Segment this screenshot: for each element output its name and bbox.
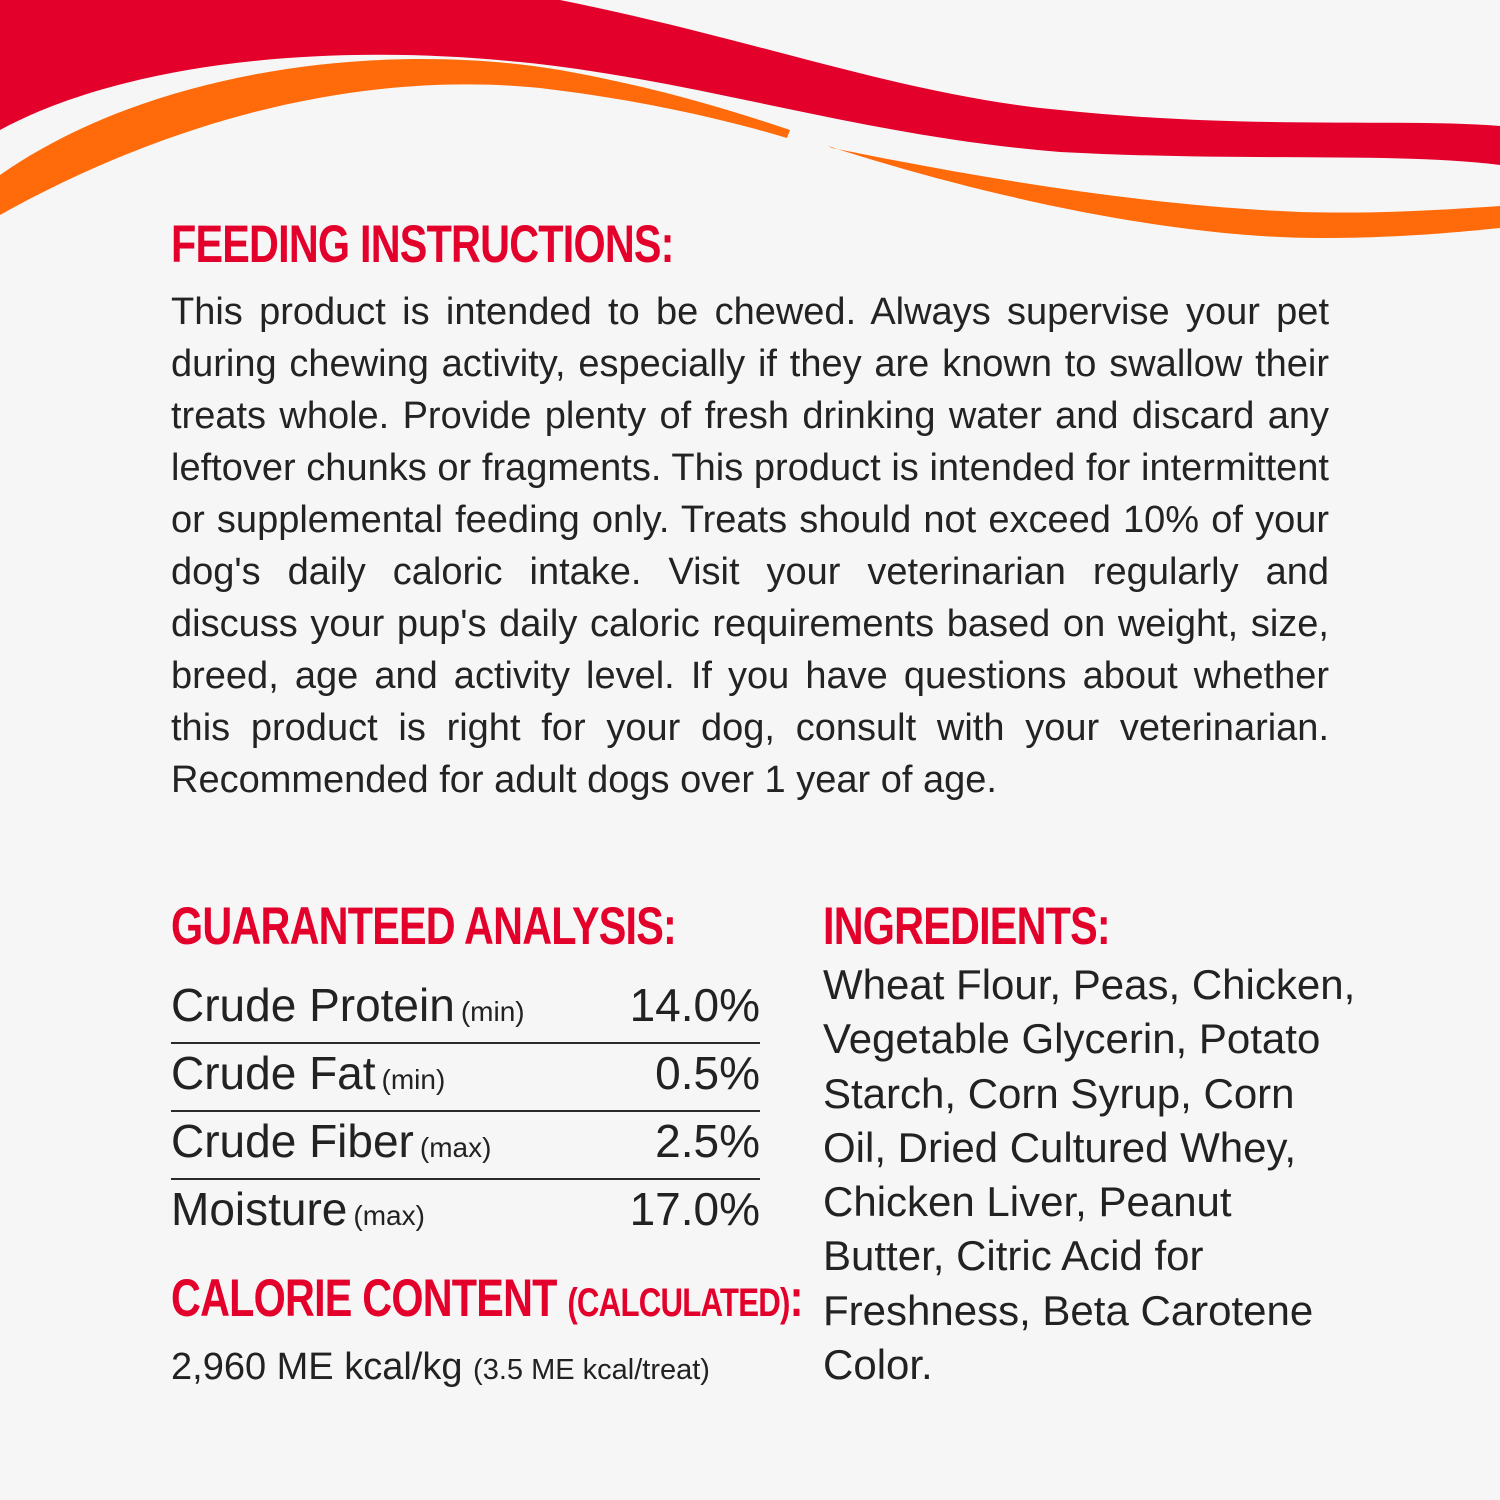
analysis-row [171,1046,760,1112]
nutrient-name: Crude Fat [171,1047,376,1099]
feeding-instructions-text: This product is intended to be chewed. Always supervise your pet during chewing activity, especially if they are known to swallow their treats whole. Provide plenty of fresh drinking water and discard any leftover chunks or fragments. This product is intended for intermittent or supplemental feeding only. Treats should not exceed 10% of your dog's daily caloric intake. Visit your veterinarian regularly and discuss your pup's daily caloric requirements based on weight, size, breed, age and activity level. If you have questions about whether this product is right for your dog, consult with your veterinarian. Recommended for adult dogs over 1 year of age. [171,291,1329,801]
analysis-row [171,978,760,1044]
analysis-row-label [171,1182,425,1236]
ingredients-heading: INGREDIENTS: [823,897,1110,956]
guaranteed-analysis-heading: GUARANTEED ANALYSIS: [171,897,677,956]
nutrient-value: 0.5% [655,1047,760,1099]
calorie-heading-main: CALORIE CONTENT [171,1269,557,1328]
analysis-row-label [171,1046,445,1100]
orange-wave-right [828,146,1500,238]
nutrient-name: Crude Fiber [171,1115,414,1167]
analysis-row-label [171,978,525,1032]
calorie-per-kg: 2,960 ME kcal/kg [171,1346,463,1388]
nutrient-qualifier: (min) [460,996,525,1027]
feeding-instructions-heading: FEEDING INSTRUCTIONS: [171,215,674,274]
analysis-row [171,1182,760,1248]
nutrient-qualifier: (max) [419,1132,492,1163]
calorie-heading-colon: : [789,1269,803,1328]
nutrient-qualifier: (min) [381,1064,446,1095]
calorie-heading-sub: (CALCULATED) [567,1281,790,1325]
nutrient-value: 14.0% [629,979,760,1031]
nutrient-value: 2.5% [655,1115,760,1167]
nutrient-value: 17.0% [629,1183,760,1235]
guaranteed-analysis-table [171,978,760,1250]
calorie-per-treat: (3.5 ME kcal/treat) [473,1354,710,1386]
calorie-content-value [171,1346,771,1389]
nutrient-qualifier: (max) [353,1200,425,1231]
nutrient-name: Crude Protein [171,979,455,1031]
ingredients-text: Wheat Flour, Peas, Chicken, Vegetable Glycerin, Potato Starch, Corn Syrup, Corn Oil, Dried Cultured Whey, Chicken Liver, Peanut Butter, Citric Acid for Freshness, Beta Carotene Color. [823,961,1356,1389]
analysis-row-label [171,1114,491,1168]
calorie-content-heading [171,1268,803,1329]
analysis-row [171,1114,760,1180]
nutrient-name: Moisture [171,1183,348,1235]
